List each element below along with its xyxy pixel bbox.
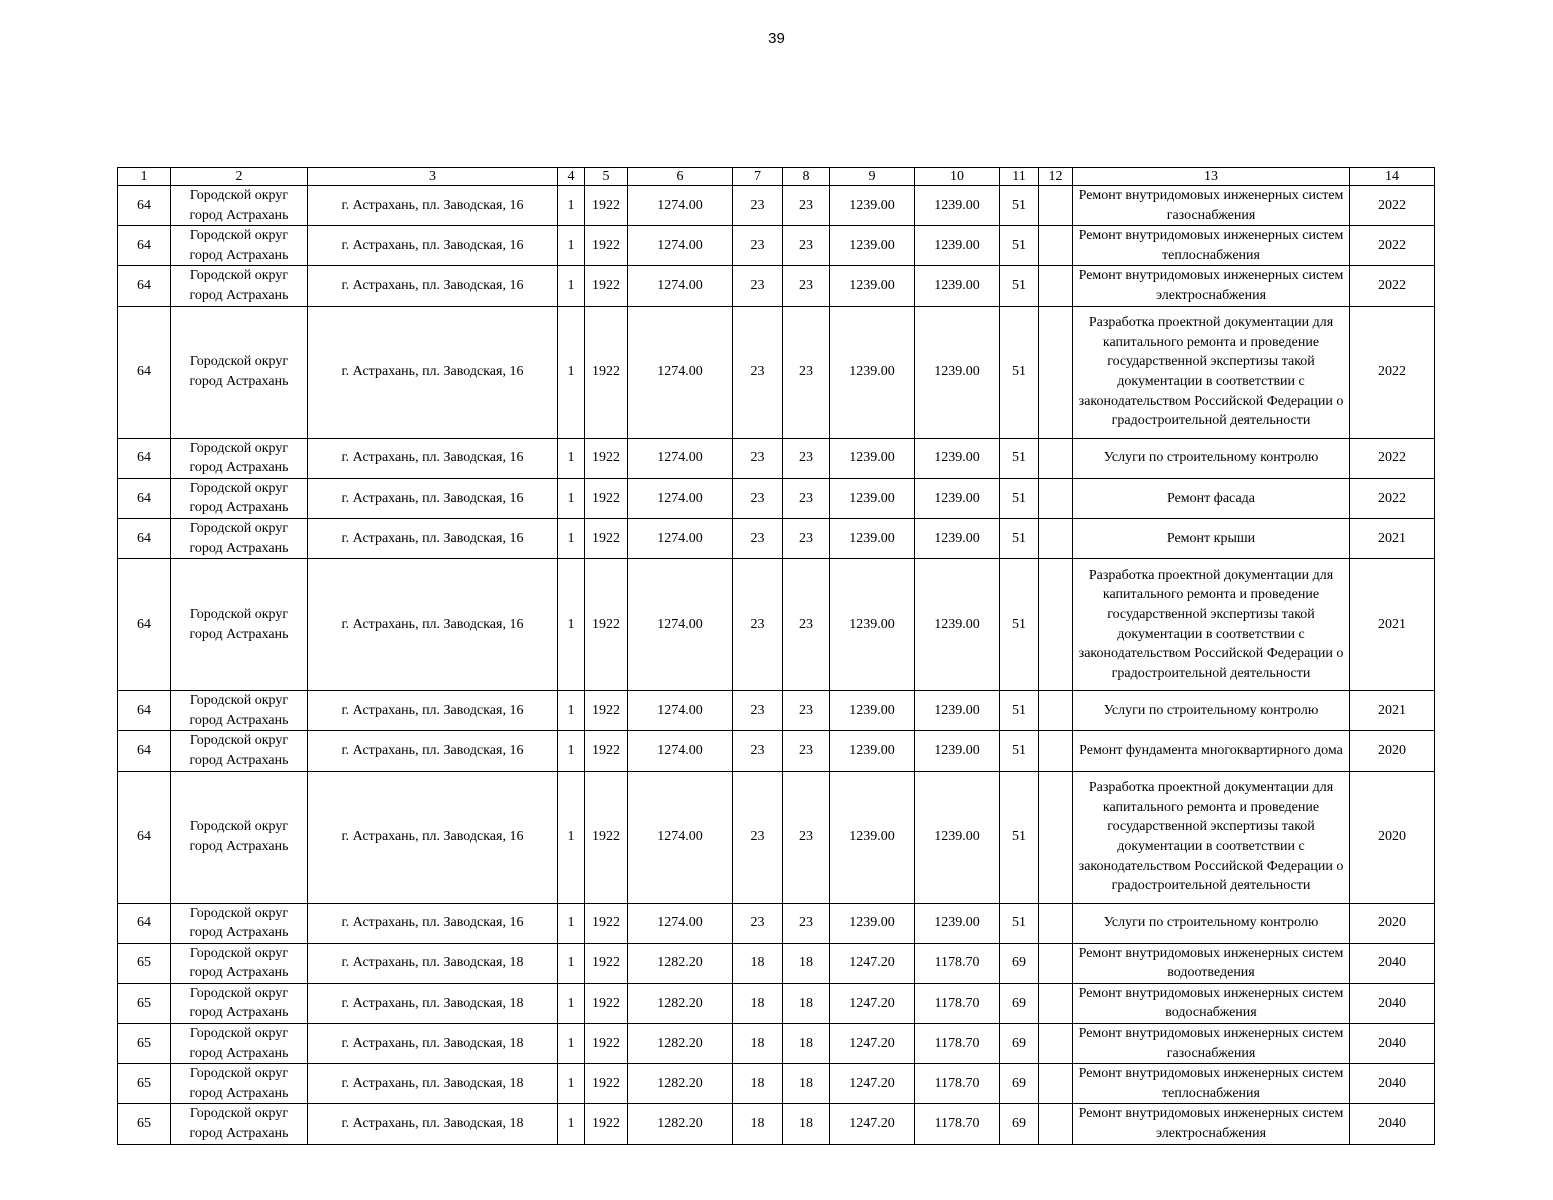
- table-cell: 1282.20: [628, 1024, 733, 1064]
- table-row: [118, 266, 1435, 306]
- table-cell: 1178.70: [915, 943, 1000, 983]
- table-cell: 2022: [1350, 306, 1435, 438]
- column-header: 4: [558, 168, 585, 186]
- table-cell: 1: [558, 771, 585, 903]
- table-cell: 69: [1000, 983, 1039, 1023]
- table-cell: 23: [783, 771, 830, 903]
- table-cell: 23: [783, 518, 830, 558]
- table-cell: 18: [733, 983, 783, 1023]
- table-cell: 1922: [585, 1064, 628, 1104]
- table-cell: 2021: [1350, 559, 1435, 691]
- table-cell: 1274.00: [628, 306, 733, 438]
- table-cell: 1922: [585, 559, 628, 691]
- table-cell: 18: [733, 1064, 783, 1104]
- table-cell: 51: [1000, 226, 1039, 266]
- table-row: [118, 306, 1435, 438]
- table-cell: 1239.00: [830, 559, 915, 691]
- table-cell: 1178.70: [915, 1024, 1000, 1064]
- table-cell: 1239.00: [915, 438, 1000, 478]
- table-row: [118, 691, 1435, 731]
- table-cell: 1922: [585, 983, 628, 1023]
- table-cell: Ремонт внутридомовых инженерных систем электроснабжения: [1073, 1104, 1350, 1144]
- table-cell: Ремонт внутридомовых инженерных систем электроснабжения: [1073, 266, 1350, 306]
- table-cell: Ремонт внутридомовых инженерных систем газоснабжения: [1073, 186, 1350, 226]
- table-cell: 2040: [1350, 1024, 1435, 1064]
- table-row: [118, 903, 1435, 943]
- table-cell: Городской округ город Астрахань: [171, 691, 308, 731]
- table-cell: Ремонт внутридомовых инженерных систем теплоснабжения: [1073, 1064, 1350, 1104]
- table-cell: 1239.00: [830, 731, 915, 771]
- table-cell: 51: [1000, 478, 1039, 518]
- table-cell: 1239.00: [915, 771, 1000, 903]
- table-cell: 2022: [1350, 226, 1435, 266]
- table-cell: г. Астрахань, пл. Заводская, 16: [308, 306, 558, 438]
- table-cell: 23: [733, 266, 783, 306]
- table-cell: 1: [558, 1104, 585, 1144]
- table-cell: 1239.00: [830, 771, 915, 903]
- table-cell: 1239.00: [915, 518, 1000, 558]
- table-cell: [1039, 771, 1073, 903]
- table-cell: 23: [733, 518, 783, 558]
- table-cell: Городской округ город Астрахань: [171, 266, 308, 306]
- table-cell: 2022: [1350, 478, 1435, 518]
- table-cell: 51: [1000, 438, 1039, 478]
- table-cell: 64: [118, 771, 171, 903]
- table-cell: 1922: [585, 771, 628, 903]
- table-cell: 23: [733, 186, 783, 226]
- table-cell: Ремонт внутридомовых инженерных систем водоотведения: [1073, 943, 1350, 983]
- table-cell: Городской округ город Астрахань: [171, 903, 308, 943]
- table-cell: 1239.00: [915, 266, 1000, 306]
- table-cell: 23: [783, 691, 830, 731]
- table-cell: г. Астрахань, пл. Заводская, 16: [308, 478, 558, 518]
- table-cell: 65: [118, 1064, 171, 1104]
- table-cell: 1922: [585, 226, 628, 266]
- column-header: 2: [171, 168, 308, 186]
- table-cell: 64: [118, 438, 171, 478]
- table-cell: 1: [558, 226, 585, 266]
- table-cell: 1274.00: [628, 266, 733, 306]
- table-cell: Ремонт крыши: [1073, 518, 1350, 558]
- table-cell: 2021: [1350, 691, 1435, 731]
- table-cell: 1922: [585, 1024, 628, 1064]
- table-cell: 1239.00: [915, 691, 1000, 731]
- table-row: [118, 943, 1435, 983]
- table-cell: [1039, 266, 1073, 306]
- table-cell: 1239.00: [915, 731, 1000, 771]
- table-cell: 1: [558, 903, 585, 943]
- table-cell: 1922: [585, 691, 628, 731]
- table-cell: 1922: [585, 943, 628, 983]
- table-cell: 1274.00: [628, 691, 733, 731]
- table-cell: [1039, 226, 1073, 266]
- table-cell: [1039, 983, 1073, 1023]
- table-cell: 1274.00: [628, 438, 733, 478]
- table-cell: 1922: [585, 731, 628, 771]
- header-row: [118, 168, 1435, 186]
- table-cell: 1: [558, 186, 585, 226]
- table-cell: 18: [733, 943, 783, 983]
- table-cell: 1239.00: [830, 691, 915, 731]
- table-cell: 51: [1000, 518, 1039, 558]
- table-cell: 1239.00: [830, 518, 915, 558]
- table-cell: 1274.00: [628, 478, 733, 518]
- table-cell: 1247.20: [830, 1104, 915, 1144]
- table-cell: [1039, 1104, 1073, 1144]
- table-cell: г. Астрахань, пл. Заводская, 18: [308, 1024, 558, 1064]
- table-cell: Городской округ город Астрахань: [171, 983, 308, 1023]
- table-cell: 1282.20: [628, 943, 733, 983]
- capital-repair-table: [117, 167, 1435, 1145]
- table-cell: 2020: [1350, 731, 1435, 771]
- table-cell: 65: [118, 1104, 171, 1144]
- table-cell: 1282.20: [628, 1064, 733, 1104]
- table-cell: 2021: [1350, 518, 1435, 558]
- table-cell: 1: [558, 983, 585, 1023]
- table-cell: 1922: [585, 478, 628, 518]
- table-cell: 1247.20: [830, 1024, 915, 1064]
- table-row: [118, 186, 1435, 226]
- table-cell: 64: [118, 518, 171, 558]
- table-cell: 2020: [1350, 903, 1435, 943]
- table-cell: 23: [733, 438, 783, 478]
- table-cell: 1282.20: [628, 983, 733, 1023]
- column-header: 13: [1073, 168, 1350, 186]
- table-row: [118, 983, 1435, 1023]
- table-cell: г. Астрахань, пл. Заводская, 16: [308, 518, 558, 558]
- table-cell: 23: [783, 226, 830, 266]
- table-cell: Городской округ город Астрахань: [171, 478, 308, 518]
- table-cell: 23: [733, 559, 783, 691]
- table-cell: 1178.70: [915, 1064, 1000, 1104]
- table-cell: 65: [118, 983, 171, 1023]
- table-cell: [1039, 731, 1073, 771]
- column-header: 9: [830, 168, 915, 186]
- table-cell: Городской округ город Астрахань: [171, 1024, 308, 1064]
- table-cell: 23: [783, 306, 830, 438]
- table-cell: [1039, 518, 1073, 558]
- table-body: [118, 186, 1435, 1145]
- table-row: [118, 1024, 1435, 1064]
- table-cell: Услуги по строительному контролю: [1073, 903, 1350, 943]
- table-cell: [1039, 691, 1073, 731]
- column-header: 14: [1350, 168, 1435, 186]
- table-cell: г. Астрахань, пл. Заводская, 16: [308, 903, 558, 943]
- table-cell: Городской округ город Астрахань: [171, 1064, 308, 1104]
- table-cell: 1: [558, 1024, 585, 1064]
- table-cell: 2022: [1350, 438, 1435, 478]
- table-cell: г. Астрахань, пл. Заводская, 18: [308, 1104, 558, 1144]
- table-cell: 23: [783, 731, 830, 771]
- column-header: 12: [1039, 168, 1073, 186]
- table-cell: 23: [783, 903, 830, 943]
- table-cell: 51: [1000, 186, 1039, 226]
- table-cell: [1039, 559, 1073, 691]
- table-cell: 1239.00: [830, 438, 915, 478]
- table-cell: 1: [558, 559, 585, 691]
- table-cell: г. Астрахань, пл. Заводская, 18: [308, 943, 558, 983]
- table-cell: 1: [558, 306, 585, 438]
- table-cell: 18: [733, 1024, 783, 1064]
- table-row: [118, 559, 1435, 691]
- table-cell: г. Астрахань, пл. Заводская, 16: [308, 731, 558, 771]
- table-cell: г. Астрахань, пл. Заводская, 18: [308, 983, 558, 1023]
- table-cell: 1: [558, 1064, 585, 1104]
- table-cell: 69: [1000, 1104, 1039, 1144]
- table-row: [118, 478, 1435, 518]
- table-cell: Ремонт фундамента многоквартирного дома: [1073, 731, 1350, 771]
- table-row: [118, 438, 1435, 478]
- column-header: 11: [1000, 168, 1039, 186]
- table-cell: 18: [783, 1024, 830, 1064]
- table-cell: 18: [783, 983, 830, 1023]
- table-cell: 2040: [1350, 1064, 1435, 1104]
- table-cell: 1922: [585, 1104, 628, 1144]
- table-cell: 23: [783, 438, 830, 478]
- table-cell: Городской округ город Астрахань: [171, 1104, 308, 1144]
- table-cell: 51: [1000, 266, 1039, 306]
- table-cell: 23: [733, 903, 783, 943]
- table-cell: 2022: [1350, 186, 1435, 226]
- table-cell: 69: [1000, 1024, 1039, 1064]
- table-cell: [1039, 478, 1073, 518]
- table-cell: 51: [1000, 559, 1039, 691]
- table-cell: 23: [783, 478, 830, 518]
- page-number: 39: [768, 30, 785, 47]
- table-cell: 51: [1000, 691, 1039, 731]
- table-cell: Разработка проектной документации для капитального ремонта и проведение государственной экспертизы такой документации в соответствии с законодательством Российской Федерации о градостроительной деятельности: [1073, 559, 1350, 691]
- table-cell: 18: [783, 943, 830, 983]
- table-cell: 23: [783, 186, 830, 226]
- table-cell: 1: [558, 943, 585, 983]
- table-cell: 1247.20: [830, 943, 915, 983]
- table-row: [118, 771, 1435, 903]
- table-cell: 64: [118, 478, 171, 518]
- table-cell: [1039, 186, 1073, 226]
- table-cell: 23: [783, 559, 830, 691]
- table-cell: 2020: [1350, 771, 1435, 903]
- table-cell: г. Астрахань, пл. Заводская, 16: [308, 559, 558, 691]
- column-header: 7: [733, 168, 783, 186]
- table-cell: 1: [558, 266, 585, 306]
- table-cell: Ремонт фасада: [1073, 478, 1350, 518]
- table-cell: 64: [118, 266, 171, 306]
- table-cell: [1039, 903, 1073, 943]
- table-cell: 64: [118, 731, 171, 771]
- table-cell: 1239.00: [830, 266, 915, 306]
- table-cell: 23: [733, 731, 783, 771]
- table-cell: 1: [558, 438, 585, 478]
- column-header: 8: [783, 168, 830, 186]
- table-cell: [1039, 306, 1073, 438]
- table-cell: г. Астрахань, пл. Заводская, 16: [308, 226, 558, 266]
- table-cell: 1922: [585, 518, 628, 558]
- table-cell: [1039, 943, 1073, 983]
- table-cell: 23: [733, 691, 783, 731]
- table-row: [118, 1064, 1435, 1104]
- table-row: [118, 1104, 1435, 1144]
- table-cell: 1922: [585, 306, 628, 438]
- table-cell: Городской округ город Астрахань: [171, 306, 308, 438]
- table-cell: [1039, 1024, 1073, 1064]
- table-cell: г. Астрахань, пл. Заводская, 16: [308, 691, 558, 731]
- table-cell: г. Астрахань, пл. Заводская, 18: [308, 1064, 558, 1104]
- table-cell: 1239.00: [915, 478, 1000, 518]
- table-cell: 1178.70: [915, 983, 1000, 1023]
- table-cell: Городской округ город Астрахань: [171, 518, 308, 558]
- table-cell: Ремонт внутридомовых инженерных систем водоснабжения: [1073, 983, 1350, 1023]
- table-cell: 64: [118, 559, 171, 691]
- table-cell: 1178.70: [915, 1104, 1000, 1144]
- table-cell: 1239.00: [915, 186, 1000, 226]
- table-cell: 2022: [1350, 266, 1435, 306]
- table-cell: 69: [1000, 943, 1039, 983]
- table-cell: 2040: [1350, 983, 1435, 1023]
- table-cell: 1: [558, 731, 585, 771]
- table-cell: г. Астрахань, пл. Заводская, 16: [308, 771, 558, 903]
- table-cell: 1247.20: [830, 1064, 915, 1104]
- table-cell: Городской округ город Астрахань: [171, 771, 308, 903]
- table-cell: 1239.00: [915, 559, 1000, 691]
- table-cell: 1274.00: [628, 559, 733, 691]
- table-cell: Городской округ город Астрахань: [171, 226, 308, 266]
- table-cell: [1039, 438, 1073, 478]
- column-header: 6: [628, 168, 733, 186]
- table-cell: 65: [118, 943, 171, 983]
- table-cell: 18: [733, 1104, 783, 1144]
- table-cell: Ремонт внутридомовых инженерных систем теплоснабжения: [1073, 226, 1350, 266]
- table-cell: 1239.00: [830, 903, 915, 943]
- table-cell: 2040: [1350, 943, 1435, 983]
- table-cell: 64: [118, 691, 171, 731]
- table-cell: г. Астрахань, пл. Заводская, 16: [308, 266, 558, 306]
- table-cell: 1239.00: [830, 306, 915, 438]
- table-cell: 23: [783, 266, 830, 306]
- table-cell: 69: [1000, 1064, 1039, 1104]
- table-cell: Разработка проектной документации для капитального ремонта и проведение государственной экспертизы такой документации в соответствии с законодательством Российской Федерации о градостроительной деятельности: [1073, 771, 1350, 903]
- table-cell: 18: [783, 1064, 830, 1104]
- table-cell: 1: [558, 478, 585, 518]
- table-cell: 1274.00: [628, 903, 733, 943]
- table-cell: 51: [1000, 306, 1039, 438]
- table-cell: 23: [733, 478, 783, 518]
- table-cell: 23: [733, 306, 783, 438]
- table-cell: г. Астрахань, пл. Заводская, 16: [308, 438, 558, 478]
- table-cell: 1922: [585, 438, 628, 478]
- table-cell: Городской округ город Астрахань: [171, 186, 308, 226]
- table-cell: 1239.00: [915, 226, 1000, 266]
- column-header: 5: [585, 168, 628, 186]
- table-cell: 1: [558, 691, 585, 731]
- table-cell: 18: [783, 1104, 830, 1144]
- table-cell: 1274.00: [628, 186, 733, 226]
- table-cell: 1239.00: [915, 306, 1000, 438]
- table-cell: г. Астрахань, пл. Заводская, 16: [308, 186, 558, 226]
- table-row: [118, 731, 1435, 771]
- table-cell: 1282.20: [628, 1104, 733, 1144]
- table-cell: 65: [118, 1024, 171, 1064]
- table-cell: 1: [558, 518, 585, 558]
- table-cell: 51: [1000, 731, 1039, 771]
- table-cell: Услуги по строительному контролю: [1073, 438, 1350, 478]
- table-cell: 64: [118, 306, 171, 438]
- table-cell: 1239.00: [915, 903, 1000, 943]
- table-row: [118, 226, 1435, 266]
- table-cell: 1239.00: [830, 226, 915, 266]
- column-header: 1: [118, 168, 171, 186]
- table-cell: Городской округ город Астрахань: [171, 731, 308, 771]
- table-cell: 64: [118, 186, 171, 226]
- table-cell: Разработка проектной документации для капитального ремонта и проведение государственной экспертизы такой документации в соответствии с законодательством Российской Федерации о градостроительной деятельности: [1073, 306, 1350, 438]
- table-cell: 1239.00: [830, 478, 915, 518]
- table-cell: 1922: [585, 266, 628, 306]
- table-cell: 1239.00: [830, 186, 915, 226]
- table-cell: 23: [733, 771, 783, 903]
- table-row: [118, 518, 1435, 558]
- table-cell: Услуги по строительному контролю: [1073, 691, 1350, 731]
- table-cell: Ремонт внутридомовых инженерных систем газоснабжения: [1073, 1024, 1350, 1064]
- table-cell: 1922: [585, 186, 628, 226]
- table-cell: 1274.00: [628, 226, 733, 266]
- table-cell: 1274.00: [628, 771, 733, 903]
- table-cell: 1922: [585, 903, 628, 943]
- table-cell: Городской округ город Астрахань: [171, 559, 308, 691]
- column-header: 10: [915, 168, 1000, 186]
- table-cell: Городской округ город Астрахань: [171, 943, 308, 983]
- table-cell: [1039, 1064, 1073, 1104]
- table-cell: 1247.20: [830, 983, 915, 1023]
- table-cell: 23: [733, 226, 783, 266]
- table-cell: 51: [1000, 771, 1039, 903]
- table-cell: 51: [1000, 903, 1039, 943]
- table-cell: Городской округ город Астрахань: [171, 438, 308, 478]
- table-cell: 1274.00: [628, 731, 733, 771]
- table-cell: 2040: [1350, 1104, 1435, 1144]
- table-cell: 64: [118, 226, 171, 266]
- table-cell: 64: [118, 903, 171, 943]
- table-cell: 1274.00: [628, 518, 733, 558]
- column-header: 3: [308, 168, 558, 186]
